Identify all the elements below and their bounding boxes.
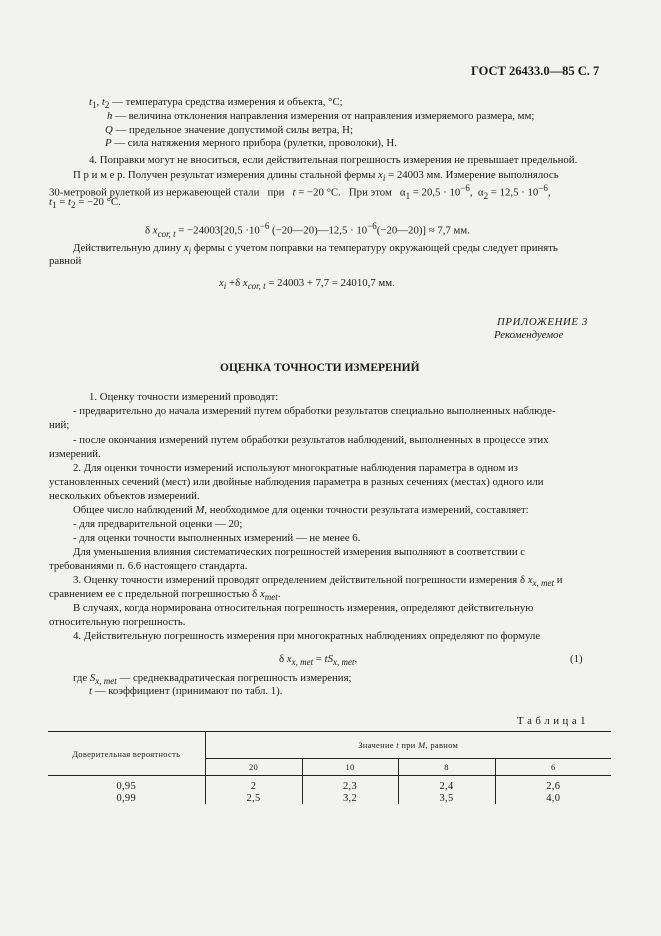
cell-value: 3,5	[398, 792, 495, 804]
actual-length-line-1: Действительную длину $x_i$ фермы с учетом поправки на температуру окружающей среды следует принять	[73, 242, 558, 257]
body-line-2: - предварительно до начала измерений путем обработки результатов специально выполненных наблюде-	[73, 405, 556, 417]
body-line-10: - для предварительной оценки — 20;	[73, 518, 243, 530]
cell-value: 2,3	[302, 776, 398, 793]
page-header: ГОСТ 26433.0—85 С. 7	[471, 64, 600, 78]
cell-value: 2	[205, 776, 302, 793]
body-line-1: 1. Оценку точности измерений проводят:	[89, 391, 279, 403]
definition-p: P — сила натяжения мерного прибора (рулетки, проволоки), Н.	[105, 137, 397, 149]
table-1	[48, 731, 611, 804]
table-row	[48, 792, 611, 804]
definition-t: $t_1$, $t_2$ — температура средства измерения и объекта, °С;	[89, 96, 343, 111]
cell-probability: 0,95	[48, 776, 205, 793]
example-line-3: $t_1 = t_2 = -20$ °С.	[49, 196, 121, 211]
cell-value: 3,2	[302, 792, 398, 804]
body-line-12: Для уменьшения влияния систематических погрешностей измерения выполняют в соответствии с	[73, 546, 526, 558]
body-line-7: установленных сечений (мест) или двойные наблюдения параметра в разных сечениях (местах) одного или	[49, 476, 544, 488]
where-line-1: где $S_{x, met}$ — среднеквадратическая погрешность измерения;	[73, 672, 352, 687]
body-line-11: - для оценки точности выполненных измерений — не менее 6.	[73, 532, 361, 544]
example-line-2: 30-метровой рулеткой из нержавеющей стали при t = −20 °С. При этом $\alpha_1 = 20,5 \cdot 10^{-6}$, $\alpha_2 = 12,5 \cdot 10^{-6}$,	[49, 183, 551, 201]
body-line-16: В случаях, когда нормирована относительная погрешность измерения, определяют действительную	[73, 602, 534, 614]
col-header-m-10: 10	[302, 759, 398, 776]
body-line-9: Общее число наблюдений M, необходимое для оценки точности результата измерений, составляет:	[73, 504, 529, 516]
body-line-5: измерений.	[49, 448, 101, 460]
body-line-18: 4. Действительную погрешность измерения при многократных наблюдениях определяют по формуле	[73, 630, 541, 642]
actual-length-formula: $x_i +\delta$ $x_{cor, t} = 24003 + 7,7 = 24010,7$ мм.	[219, 277, 395, 292]
body-line-14: 3. Оценку точности измерений проводят определением действительной погрешности измерения δ $x_{x, met}$ и	[73, 574, 563, 589]
where-line-2: t — коэффициент (принимают по табл. 1).	[89, 685, 283, 697]
example-formula: δ $x_{cor, t} = -24003[20,5 \cdot 10^{-6}$ (−20—20)—12,5 · $10^{-6}(-20—20)] \approx 7,7$ мм.	[145, 221, 470, 239]
col-header-probability: Доверительная вероятность	[48, 732, 205, 776]
cell-value: 2,4	[398, 776, 495, 793]
col-header-m-8: 8	[398, 759, 495, 776]
formula-1: δ $x_{x, met} = tS_{x, met}$,	[279, 653, 358, 668]
cell-value: 2,6	[546, 781, 561, 792]
definition-h: h — величина отклонения направления измерения от направления измеряемого размера, мм;	[107, 110, 535, 122]
col-header-m-6: 6	[495, 759, 611, 776]
body-line-8: нескольких объектов измерений.	[49, 490, 200, 502]
table-caption: Т а б л и ц а 1	[517, 715, 586, 727]
col-header-m-20: 20	[205, 759, 302, 776]
table-row	[48, 776, 611, 793]
appendix-title: ПРИЛОЖЕНИЕ 3	[497, 316, 588, 328]
body-line-6: 2. Для оценки точности измерений используют многократные наблюдения параметра в одном из	[73, 462, 518, 474]
paragraph-4: 4. Поправки могут не вноситься, если действительная погрешность измерения не превышает предельной.	[89, 154, 578, 166]
body-line-4: - после окончания измерений путем обработки результатов наблюдений, выполненных в процессе этих	[73, 434, 549, 446]
col-group-header: Значение t при M, равном	[205, 732, 611, 759]
cell-probability: 0,99	[48, 792, 205, 804]
example-line-1: П р и м е р. Получен результат измерения длины стальной фермы $x_i = 24003$ мм. Измерение выполнялось	[73, 169, 559, 184]
formula-1-number: (1)	[570, 653, 583, 665]
cell-value: 2,5	[205, 792, 302, 804]
definition-q: Q — предельное значение допустимой силы ветра, Н;	[105, 124, 353, 136]
body-line-15: сравнением ее с предельной погрешностью δ $x_{met}$.	[49, 588, 281, 603]
body-line-3: ний;	[49, 419, 70, 431]
body-line-17: относительную погрешность.	[49, 616, 186, 628]
actual-length-line-2: равной	[49, 255, 82, 267]
appendix-subtitle: Рекомендуемое	[494, 329, 564, 341]
section-title: ОЦЕНКА ТОЧНОСТИ ИЗМЕРЕНИЙ	[220, 362, 420, 374]
cell-value: 4,0	[546, 792, 561, 804]
body-line-13: требованиями п. 6.6 настоящего стандарта.	[49, 560, 248, 572]
